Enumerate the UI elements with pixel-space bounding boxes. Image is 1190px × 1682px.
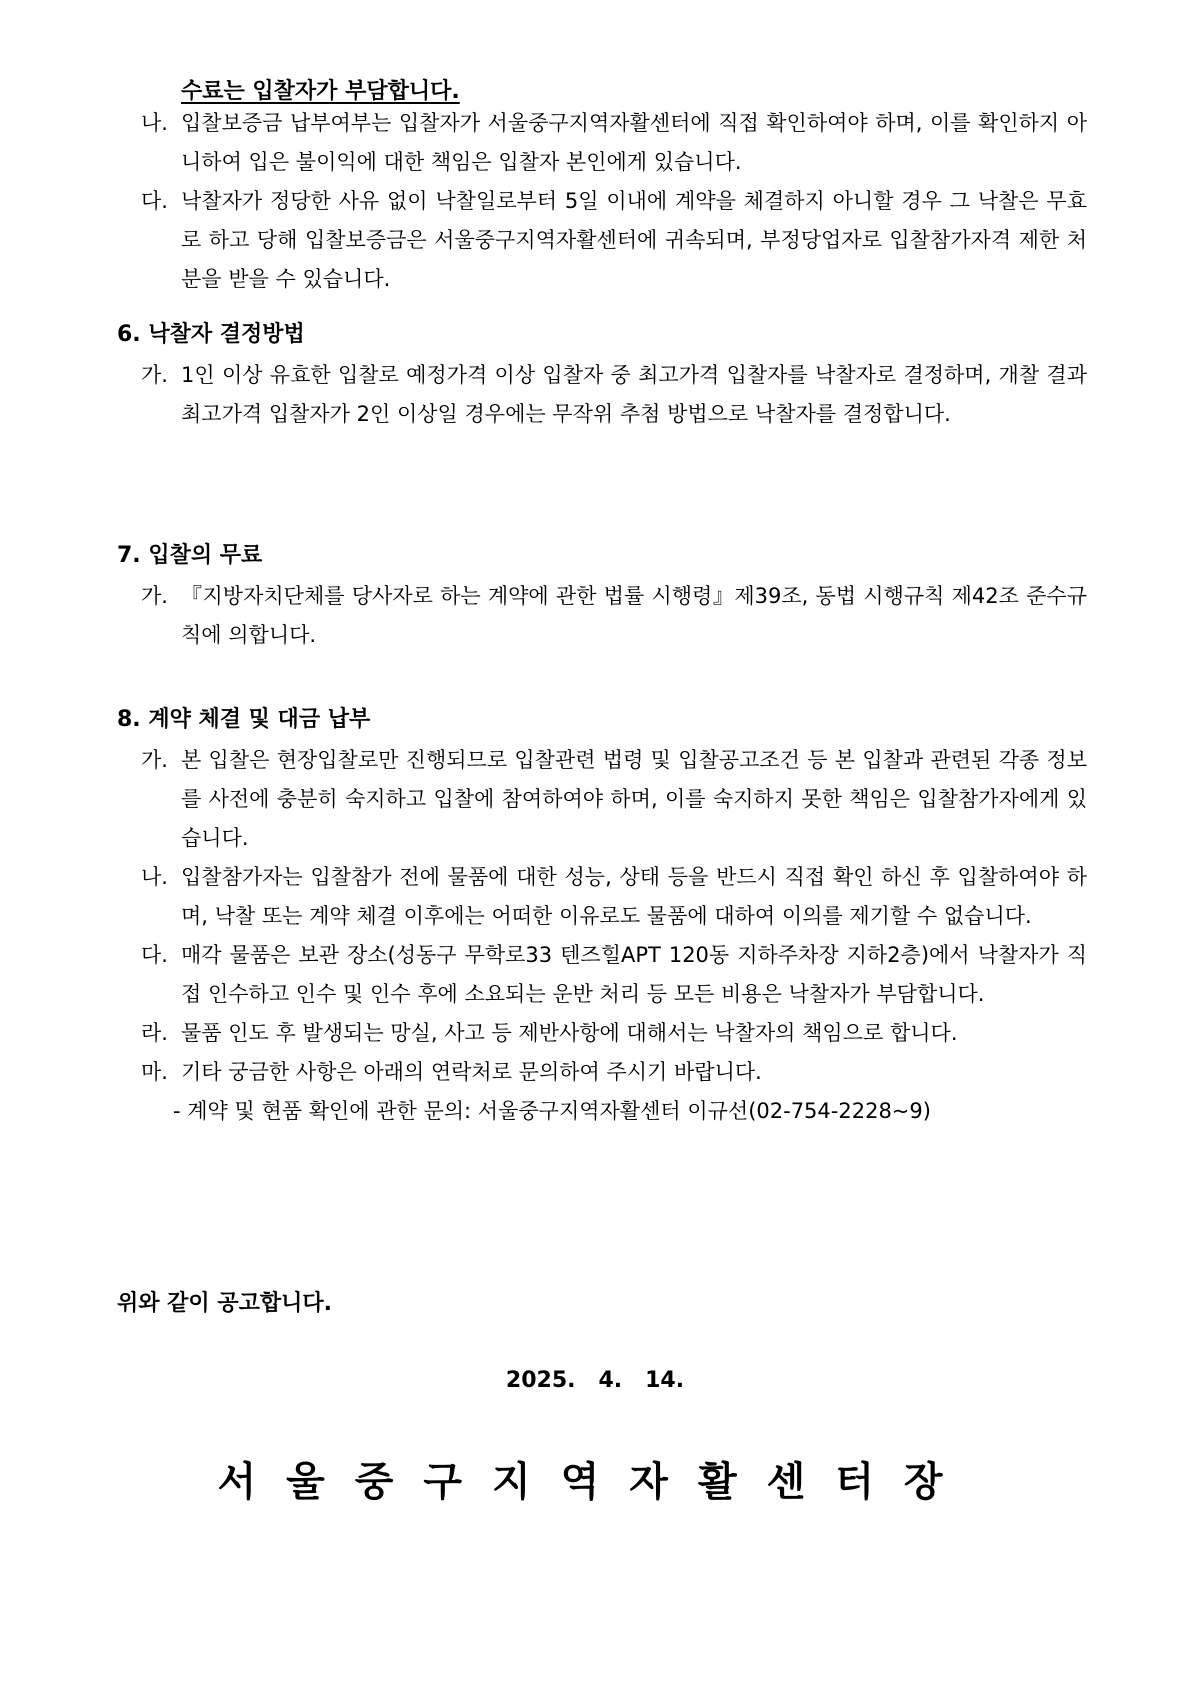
list-marker: 나. <box>141 865 168 889</box>
list-marker: 가. <box>141 584 168 608</box>
list-marker: 가. <box>141 748 168 772</box>
list-marker: 다. <box>141 943 168 967</box>
section-heading: 6. 낙찰자 결정방법 <box>117 322 305 347</box>
list-item <box>117 104 1087 182</box>
list-marker: 라. <box>141 1021 168 1045</box>
list-marker: 가. <box>141 363 168 387</box>
list-item <box>117 858 1087 936</box>
notice-date: 2025. 4. 14. <box>505 1368 685 1393</box>
list-item-text: 1인 이상 유효한 입찰로 예정가격 이상 입찰자 중 최고가격 입찰자를 낙찰자로 결정하며, 개찰 결과 최고가격 입찰자가 2인 이상일 경우에는 무작위 추첨 방법으로 낙찰자를 결정합니다. <box>181 363 1087 426</box>
list-item <box>117 1053 1087 1092</box>
section-6 <box>117 320 1087 434</box>
list-item-text: 입찰보증금 납부여부는 입찰자가 서울중구지역자활센터에 직접 확인하여야 하며, 이를 확인하지 아니하여 입은 불이익에 대한 책임은 입찰자 본인에게 있습니다. <box>181 111 1087 174</box>
issuer-signature: 서울중구지역자활센터장 <box>217 1459 973 1505</box>
list-item <box>117 741 1087 858</box>
list-item-text: 본 입찰은 현장입찰로만 진행되므로 입찰관련 법령 및 입찰공고조건 등 본 입찰과 관련된 각종 정보를 사전에 충분히 숙지하고 입찰에 참여하여야 하며, 이를 숙지하지 못한 책임은 입찰참가자에게 있습니다. <box>181 748 1087 850</box>
section-heading: 8. 계약 체결 및 대금 납부 <box>117 707 371 732</box>
list-item-text: 기타 궁금한 사항은 아래의 연락처로 문의하여 주시기 바랍니다. <box>181 1060 762 1084</box>
list-item <box>117 356 1087 434</box>
list-marker: 나. <box>141 111 168 135</box>
list-item <box>117 1014 1087 1053</box>
closing-statement: 위와 같이 공고합니다. <box>117 1291 332 1316</box>
section-heading: 7. 입찰의 무료 <box>117 543 263 568</box>
list-marker: 다. <box>141 189 168 213</box>
list-item <box>117 936 1087 1014</box>
list-item-text: 낙찰자가 정당한 사유 없이 낙찰일로부터 5일 이내에 계약을 체결하지 아니할 경우 그 낙찰은 무효로 하고 당해 입찰보증금은 서울중구지역자활센터에 귀속되며, 부정당업자로 입찰참가자격 제한 처분을 받을 수 있습니다. <box>181 189 1087 291</box>
list-item-text: 『지방자치단체를 당사자로 하는 계약에 관한 법률 시행령』제39조, 동법 시행규칙 제42조 준수규칙에 의합니다. <box>181 584 1087 647</box>
contact-line: - 계약 및 현품 확인에 관한 문의: 서울중구지역자활센터 이규선(02-754-2228~9) <box>173 1099 931 1123</box>
section-7 <box>117 541 1087 655</box>
list-item <box>117 577 1087 655</box>
list-item-text: 물품 인도 후 발생되는 망실, 사고 등 제반사항에 대해서는 낙찰자의 책임으로 합니다. <box>181 1021 958 1045</box>
list-item-text: 입찰참가자는 입찰참가 전에 물품에 대한 성능, 상태 등을 반드시 직접 확인 하신 후 입찰하여야 하며, 낙찰 또는 계약 체결 이후에는 어떠한 이유로도 물품에 대하여 이의를 제기할 수 없습니다. <box>181 865 1087 928</box>
list-item <box>117 182 1087 299</box>
section-8 <box>117 705 1087 1131</box>
section-5-continued <box>117 104 1087 299</box>
list-item-text: 매각 물품은 보관 장소(성동구 무학로33 텐즈힐APT 120동 지하주차장 지하2층)에서 낙찰자가 직접 인수하고 인수 및 인수 후에 소요되는 운반 처리 등 모든 비용은 낙찰자가 부담합니다. <box>181 943 1087 1006</box>
continued-sentence: 수료는 입찰자가 부담합니다. <box>181 79 460 104</box>
list-marker: 마. <box>141 1060 168 1084</box>
